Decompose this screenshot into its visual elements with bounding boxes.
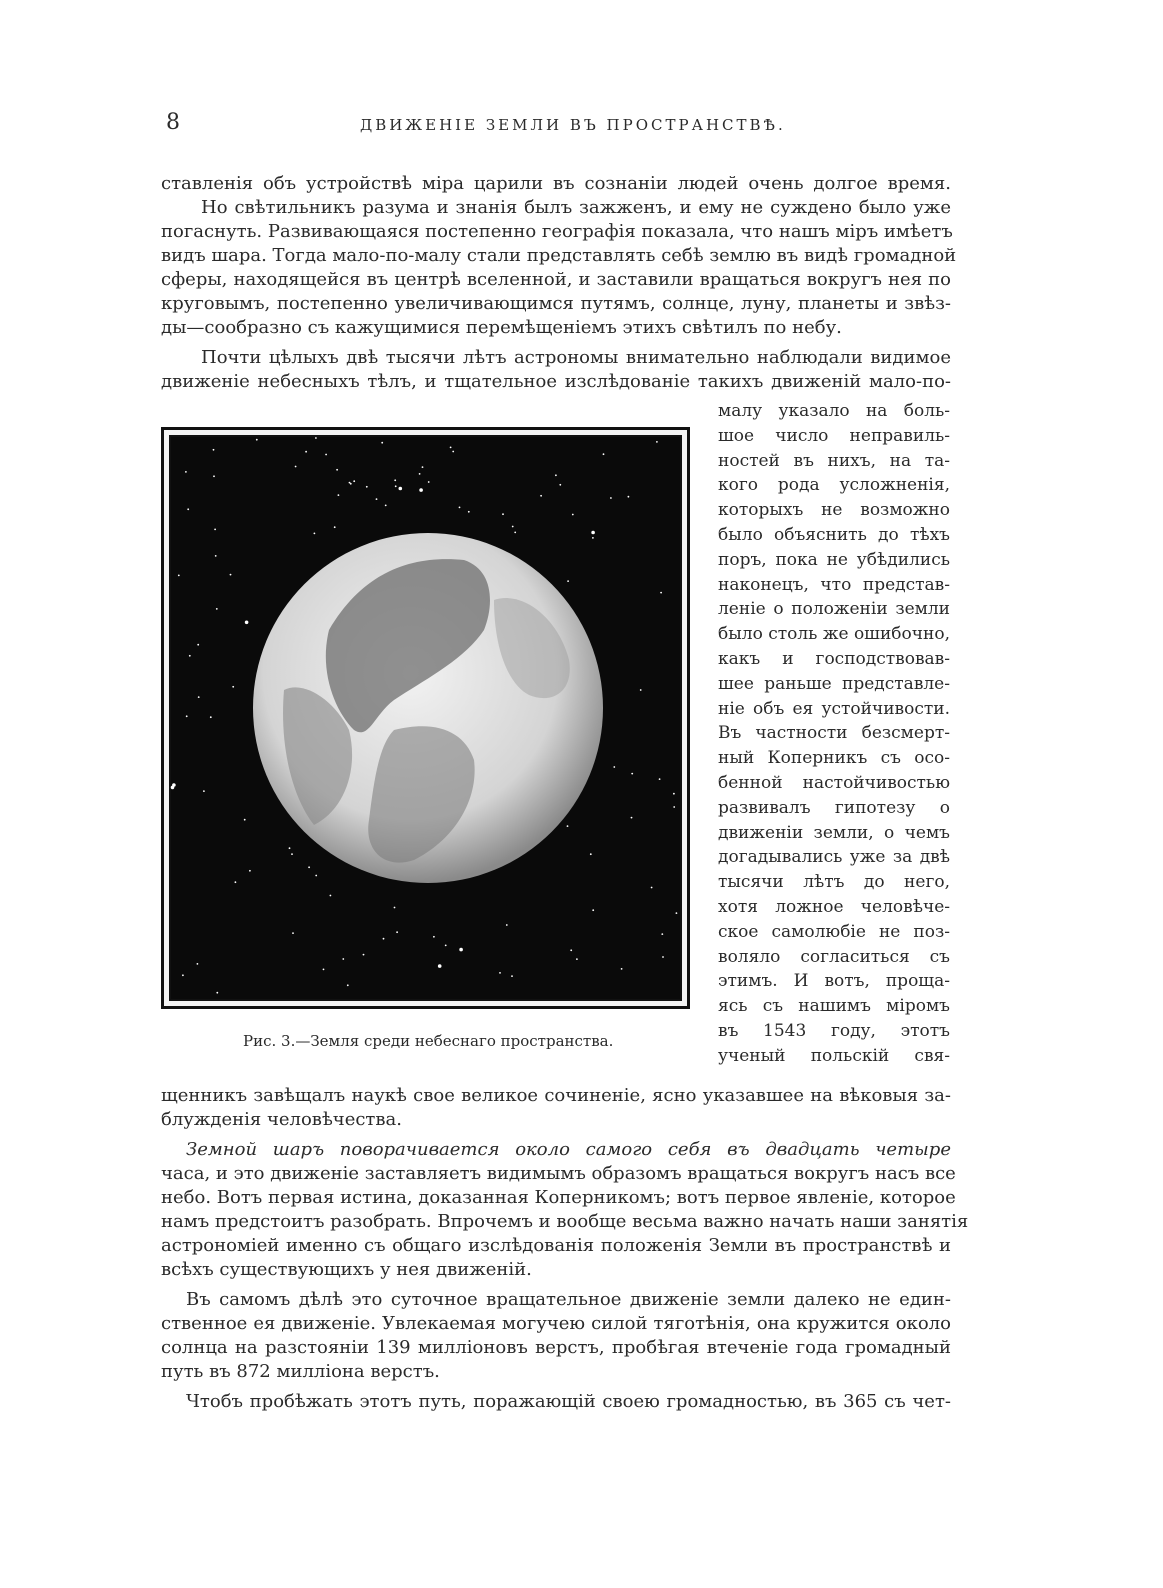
star (383, 938, 385, 940)
star (567, 580, 569, 582)
column-text-line: Въ частности безсмерт- (718, 723, 950, 744)
star (216, 608, 218, 610)
star (334, 526, 336, 528)
star (651, 887, 653, 889)
star (468, 511, 470, 513)
star (640, 689, 642, 691)
star (419, 473, 421, 475)
star (673, 806, 675, 808)
text-line: всѣхъ существующихъ у нея движеній. (161, 1259, 532, 1280)
star (308, 866, 310, 868)
star (289, 847, 291, 849)
column-text-line: воляло согласиться съ (718, 946, 950, 967)
star (662, 956, 664, 958)
star (178, 575, 180, 577)
star (366, 486, 368, 488)
column-text-line: было объяснить до тѣхъ (718, 525, 950, 545)
column-text-line: ніе объ ея устойчивости. (718, 698, 950, 719)
star (399, 487, 403, 491)
column-text-line: какъ и господствовав- (718, 649, 950, 669)
star (572, 514, 574, 516)
star (676, 912, 678, 914)
star (540, 495, 542, 497)
text-line: Въ самомъ дѣлѣ это суточное вращательное движеніе земли далеко не един- (186, 1289, 951, 1310)
text-line: блужденія человѣчества. (161, 1109, 402, 1130)
page-number: 8 (166, 110, 180, 135)
star (396, 931, 398, 933)
star (631, 773, 633, 775)
column-text-line: ный Коперникъ съ осо- (718, 748, 950, 769)
column-text-line: ностей въ нихъ, на та- (718, 450, 950, 471)
column-text-line: движеніи земли, о чемъ (718, 822, 950, 843)
star (628, 496, 630, 498)
star (514, 532, 516, 534)
star (511, 975, 513, 977)
star (198, 696, 200, 698)
column-text-line: шее раньше представле- (718, 673, 950, 694)
star (673, 793, 675, 795)
star (428, 481, 430, 483)
star (512, 526, 514, 528)
star (438, 964, 442, 968)
star (450, 447, 452, 449)
star (459, 507, 461, 509)
star (660, 592, 662, 594)
star (385, 505, 387, 507)
star (315, 875, 317, 877)
text-line: ставленія объ устройствѣ міра царили въ сознаніи людей очень долгое время. (161, 173, 951, 194)
star (395, 485, 397, 487)
text-line: погаснуть. Развивающаяся постепенно географія показала, что нашъ міръ имѣетъ (161, 221, 953, 242)
column-text-line: ученый польскій свя- (718, 1045, 950, 1066)
text-line: щенникъ завѣщалъ наукѣ свое великое сочиненіе, ясно указавшее на вѣковыя за- (161, 1085, 951, 1106)
column-text-line: леніе о положеніи земли (718, 599, 950, 620)
star (330, 895, 332, 897)
star (215, 555, 217, 557)
star (213, 449, 215, 451)
star (182, 974, 184, 976)
text-line: часа, и это движеніе заставляетъ видимымъ образомъ вращаться вокругъ насъ все (161, 1163, 956, 1184)
star (656, 441, 658, 443)
star (592, 537, 594, 539)
star (235, 881, 237, 883)
text-line: небо. Вотъ первая истина, доказанная Коперникомъ; вотъ первое явленіе, которое (161, 1187, 956, 1208)
star (197, 644, 199, 646)
star (245, 621, 249, 625)
star (610, 497, 612, 499)
star (336, 469, 338, 471)
star (314, 533, 316, 535)
text-line: ственное ея движеніе. Увлекаемая могучею силой тяготѣнія, она кружится около (161, 1313, 951, 1334)
text-line: ды—сообразно съ кажущимися перемѣщеніемъ этихъ свѣтилъ по небу. (161, 317, 842, 338)
star (394, 479, 396, 481)
column-text-line: было столь же ошибочно, (718, 624, 950, 645)
column-text-line: малу указало на боль- (718, 401, 950, 421)
star (452, 451, 454, 453)
star (230, 574, 232, 576)
star (661, 933, 663, 935)
column-text-line: развивалъ гипотезу о (718, 797, 950, 818)
column-text-line: поръ, пока не убѣдились (718, 549, 950, 570)
star (185, 471, 187, 473)
column-text-line: бенной настойчивостью (718, 773, 950, 793)
star (249, 870, 251, 872)
star (394, 907, 396, 909)
star (338, 494, 340, 496)
star (187, 508, 189, 510)
star (591, 531, 595, 535)
star (353, 480, 355, 482)
star (256, 439, 258, 441)
column-text-line: кого рода усложненія, (718, 475, 950, 496)
column-text-line: тысячи лѣтъ до него, (718, 872, 950, 893)
column-text-line: ское самолюбіе не поз- (718, 921, 950, 942)
star (559, 484, 561, 486)
star (216, 992, 218, 994)
star (613, 766, 615, 768)
star (342, 958, 344, 960)
column-text-line: хотя ложное человѣче- (718, 897, 950, 917)
star (590, 853, 592, 855)
star (347, 984, 349, 986)
star (210, 716, 212, 718)
column-text-line: въ 1543 году, этотъ (718, 1021, 950, 1041)
star (381, 442, 383, 444)
column-text-line: шое число неправиль- (718, 425, 950, 446)
star (363, 954, 365, 956)
text-line: солнца на разстояніи 139 милліоновъ верстъ, пробѣгая втеченіе года громадный (161, 1337, 951, 1358)
text-line: астрономіей именно съ общаго изслѣдованія положенія Земли въ пространствѣ и (161, 1235, 951, 1256)
star (376, 498, 378, 500)
star (325, 454, 327, 456)
column-text-line: которыхъ не возможно (718, 500, 950, 521)
star (621, 968, 623, 970)
star (213, 475, 215, 477)
column-text-line: догадывались уже за двѣ (718, 847, 950, 868)
earth-illustration (161, 427, 690, 1009)
text-line: видъ шара. Тогда мало-по-малу стали представлять себѣ землю въ видѣ громадной (161, 245, 957, 266)
star (291, 853, 293, 855)
star (323, 969, 325, 971)
star (459, 948, 463, 952)
column-text-line: ясь съ нашимъ міромъ (718, 996, 950, 1017)
star (172, 783, 176, 787)
text-line: намъ предстоитъ разобрать. Впрочемъ и вообще весьма важно начать наши занятія (161, 1211, 969, 1232)
column-text-line: этимъ. И вотъ, проща- (718, 971, 950, 992)
star (232, 686, 234, 688)
star (186, 715, 188, 717)
star (506, 924, 508, 926)
star (631, 817, 633, 819)
star (555, 474, 557, 476)
star (214, 529, 216, 531)
star (315, 437, 317, 439)
star (203, 790, 205, 792)
star (502, 513, 504, 515)
star (592, 909, 594, 911)
star (576, 958, 578, 960)
text-line: путь въ 872 милліона верстъ. (161, 1361, 440, 1382)
text-line: Чтобъ пробѣжать этотъ путь, поражающій своею громадностью, въ 365 съ чет- (186, 1391, 951, 1412)
text-line: круговымъ, постепенно увеличивающимся путямъ, солнце, луну, планеты и звѣз- (161, 293, 951, 314)
star (350, 483, 352, 485)
text-line: Но свѣтильникъ разума и знанія былъ зажженъ, и ему не суждено было уже (201, 197, 951, 218)
star (419, 488, 423, 492)
star (305, 451, 307, 453)
star (244, 819, 246, 821)
star (659, 778, 661, 780)
column-text-line: наконецъ, что представ- (718, 574, 950, 595)
text-line-emphasis: Земной шаръ поворачивается около самого себя въ двадцать четыре (186, 1139, 951, 1160)
star (445, 945, 447, 947)
star (567, 825, 569, 827)
running-title: ДВИЖЕНІЕ ЗЕМЛИ ВЪ ПРОСТРАНСТВѢ. (360, 116, 786, 134)
star (295, 466, 297, 468)
star (189, 655, 191, 657)
star (499, 972, 501, 974)
star (197, 963, 199, 965)
star (422, 466, 424, 468)
star (570, 949, 572, 951)
text-line: Почти цѣлыхъ двѣ тысячи лѣтъ астрономы внимательно наблюдали видимое (201, 347, 951, 368)
star (603, 453, 605, 455)
text-line: сферы, находящейся въ центрѣ вселенной, и заставили вращаться вокругъ нея по (161, 269, 951, 290)
star (292, 932, 294, 934)
earth-in-space-image (164, 430, 687, 1006)
star (433, 936, 435, 938)
figure-caption: Рис. 3.—Земля среди небеснаго пространства. (243, 1032, 614, 1050)
text-line: движеніе небесныхъ тѣлъ, и тщательное изслѣдованіе такихъ движеній мало-по- (161, 371, 951, 392)
